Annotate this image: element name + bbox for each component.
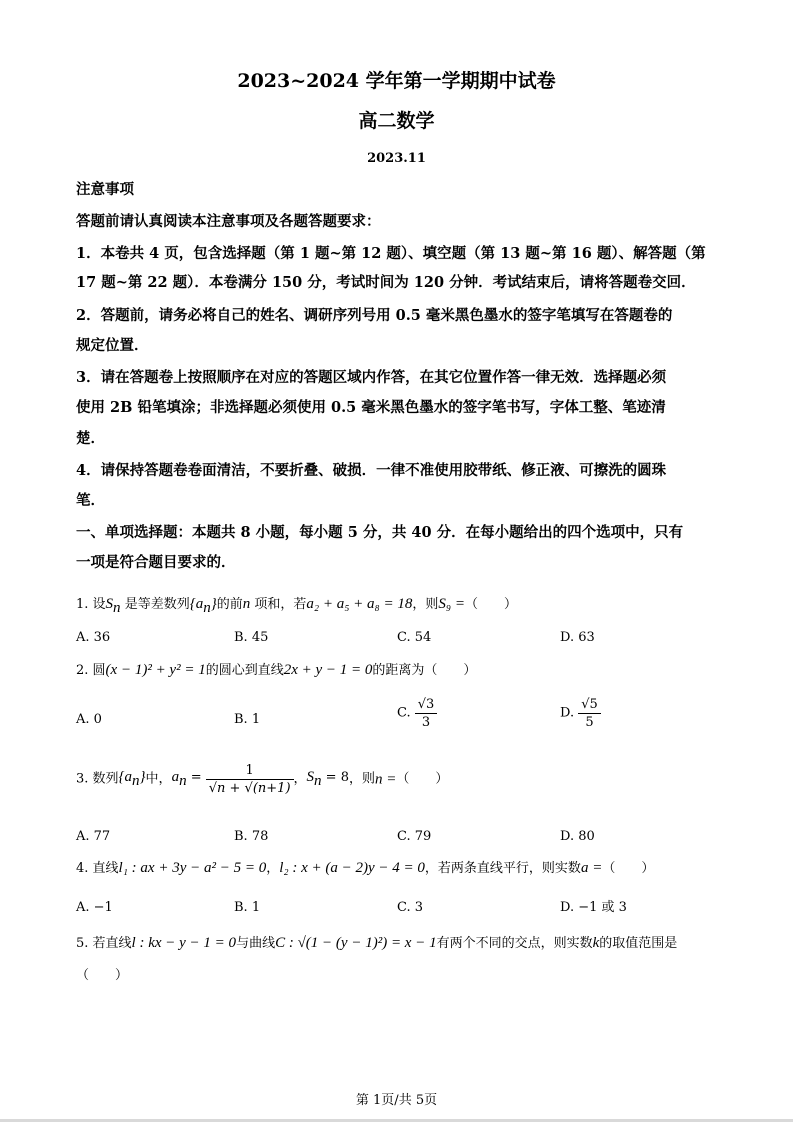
notice-item-1-line-1: 1．本卷共 4 页，包含选择题（第 1 题~第 12 题）、填空题（第 13 题~第 16 题）、解答题（第 (76, 245, 706, 262)
q1-math-an-end: } (210, 596, 217, 612)
q3-fraction (206, 762, 294, 797)
notice-item-3-line-2: 使用 2B 铅笔填涂；非选择题必须使用 0.5 毫米黑色墨水的签字笔书写，字体工整、笔迹清 (76, 399, 666, 416)
q1-math-condition: a₂ + a₅ + a₈ = 18 (306, 596, 413, 612)
q5-text-b: 与曲线 (236, 936, 276, 951)
q2-option-a: A. 0 (76, 712, 102, 727)
q5-answer-bracket: （ ） (76, 968, 129, 983)
q5-math-k: k (592, 935, 600, 951)
notice-item-2-line-2: 规定位置． (76, 337, 149, 354)
q3-math-a: a (171, 769, 180, 786)
exam-date: 2023.11 (367, 151, 426, 166)
question-2-stem (76, 660, 476, 681)
q4-math-a: a = (580, 860, 603, 876)
q2-text-b: 的圆心到直线 (205, 663, 284, 678)
q5-text-a: 5. 若直线 (76, 936, 132, 951)
q5-text-c: 有两个不同的交点，则实数 (436, 936, 593, 951)
q2-option-b: B. 1 (234, 712, 261, 727)
q3-math-an: {a (118, 769, 133, 786)
notice-item-1-line-2: 17 题~第 22 题）．本卷满分 150 分，考试时间为 120 分钟．考试结束后，请将答题卷交回． (76, 274, 696, 291)
question-3-stem (76, 762, 448, 797)
q2-option-c (397, 696, 437, 731)
q2-option-c-fraction (415, 696, 438, 731)
q2-option-c-den: 3 (421, 715, 431, 730)
q4-option-b: B. 1 (234, 900, 261, 915)
q1-math-s-sub: n (113, 599, 121, 616)
q2-option-c-num: √3 (415, 696, 438, 714)
q1-option-c: C. 54 (397, 630, 432, 645)
q3-math-an-sub: n (132, 772, 140, 789)
q4-text-a: 4. 直线 (76, 861, 119, 876)
q3-option-b: B. 78 (234, 829, 269, 844)
q2-option-d-label: D. (560, 705, 575, 721)
q3-option-d: D. 80 (560, 829, 595, 844)
q4-option-c: C. 3 (397, 900, 424, 915)
q1-math-an: {a (189, 596, 204, 612)
q3-math-an-end: } (139, 769, 146, 786)
q4-text-c: ，若两条直线平行，则实数 (424, 861, 581, 876)
notice-heading: 注意事项 (76, 181, 134, 198)
q1-math-an-sub: n (203, 599, 211, 616)
q2-option-d (560, 696, 601, 731)
notice-item-4-line-1: 4．请保持答题卷卷面清洁，不要折叠、破损．一律不准使用胶带纸、修正液、可擦洗的圆珠 (76, 462, 667, 479)
notice-item-4-line-2: 笔． (76, 492, 105, 509)
q5-math-line: l : kx − y − 1 = 0 (131, 935, 237, 951)
exam-title: 2023~2024 学年第一学期期中试卷 (237, 70, 556, 92)
q4-text-b: ， (266, 861, 280, 876)
q1-text-c: 的前 (216, 597, 243, 612)
q3-text-a: 3. 数列 (76, 771, 119, 787)
notice-item-3-line-1: 3．请在答题卷上按照顺序在对应的答题区域内作答，在其它位置作答一律无效．选择题必须 (76, 369, 667, 386)
q2-option-d-den: 5 (585, 715, 594, 730)
q1-option-b: B. 45 (234, 630, 269, 645)
q3-math-a-eq: = (186, 770, 202, 786)
q3-text-d: ，则 (348, 771, 375, 787)
q2-text-c: 的距离为（ ） (372, 663, 477, 678)
q5-math-curve: C : √(1 − (y − 1)²) = x − 1 (275, 935, 437, 951)
q3-text-c: ， (293, 771, 307, 787)
q3-math-s: S (306, 769, 315, 786)
q1-text-a: 1. 设 (76, 597, 106, 612)
q3-math-n: n = (374, 771, 397, 788)
q3-text-e: （ ） (396, 771, 449, 787)
q2-option-d-num: √5 (578, 696, 601, 714)
q1-text-e: ，则 (412, 597, 439, 612)
q2-math-circle: (x − 1)² + y² = 1 (105, 662, 206, 678)
section-heading-line-1: 一、单项选择题：本题共 8 小题，每小题 5 分，共 40 分．在每小题给出的四个选项中，只有 (76, 524, 684, 541)
notice-item-2-line-1: 2．答题前，请务必将自己的姓名、调研序列号用 0.5 毫米黑色墨水的签字笔填写在答题卷的 (76, 307, 673, 324)
q1-text-f: （ ） (465, 597, 518, 612)
q3-text-b: 中， (145, 771, 172, 787)
q2-text-a: 2. 圆 (76, 663, 106, 678)
q3-option-a: A. 77 (76, 829, 111, 844)
q1-text-d: 项和，若 (254, 597, 307, 612)
q4-math-l1: l₁ : ax + 3y − a² − 5 = 0 (118, 860, 267, 876)
q1-option-d: D. 63 (560, 630, 595, 645)
q3-math-a-sub: n (179, 772, 187, 789)
q3-fraction-num: 1 (206, 762, 294, 780)
q2-option-d-fraction (578, 696, 601, 731)
q3-fraction-den: √n + √(n+1) (208, 781, 291, 796)
q4-math-l2: l₂ : x + (a − 2)y − 4 = 0 (279, 860, 425, 876)
q1-option-a: A. 36 (76, 630, 111, 645)
q1-math-s: S (105, 596, 114, 612)
notice-item-3-line-3: 楚． (76, 430, 105, 447)
q4-text-d: （ ） (602, 861, 655, 876)
section-heading-line-2: 一项是符合题目要求的． (76, 554, 236, 571)
exam-subject: 高二数学 (358, 110, 435, 132)
q5-text-d: 的取值范围是 (599, 936, 678, 951)
q3-math-s-eq: = 8 (321, 770, 349, 786)
q1-text-b: 是等差数列 (124, 597, 190, 612)
q3-math-s-sub: n (314, 772, 322, 789)
q2-option-c-label: C. (397, 705, 411, 721)
q3-option-c: C. 79 (397, 829, 432, 844)
q1-math-s9: S₉ = (438, 596, 465, 612)
question-4-stem (76, 858, 654, 879)
q2-math-line: 2x + y − 1 = 0 (283, 662, 373, 678)
page-footer: 第 1页/共 5页 (355, 1093, 438, 1108)
question-5-stem (76, 933, 677, 954)
q4-option-a: A. −1 (76, 900, 113, 915)
q1-math-n: n (242, 596, 251, 612)
q4-option-d: D. −1 或 3 (560, 900, 627, 915)
question-1-stem (76, 594, 517, 619)
notice-intro: 答题前请认真阅读本注意事项及各题答题要求： (76, 213, 381, 230)
